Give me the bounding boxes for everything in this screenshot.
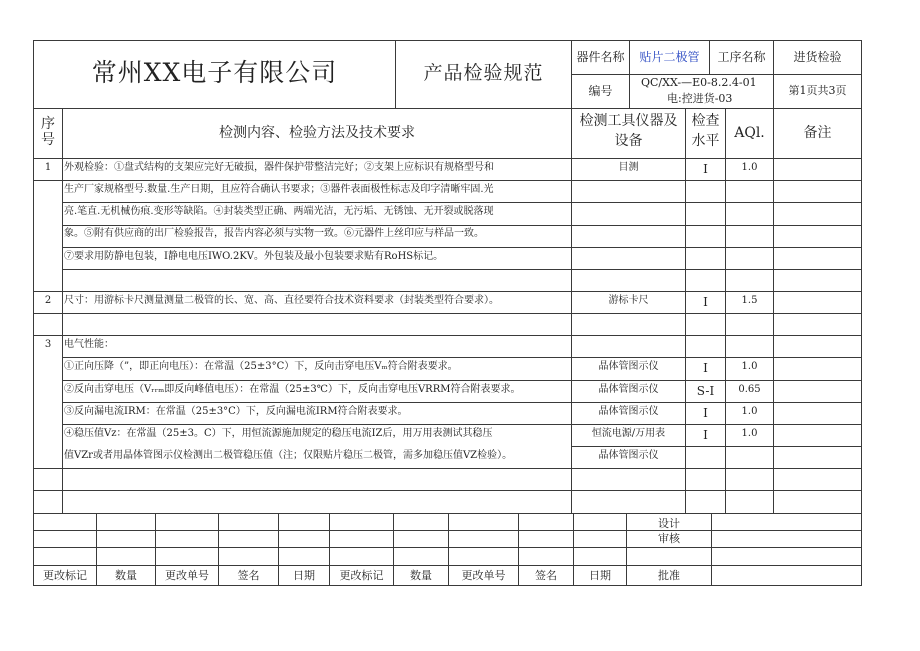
document-title: 产品检验规范 xyxy=(423,62,544,84)
row-line xyxy=(62,247,862,248)
content-header: 检测内容、检验方法及技术要求 xyxy=(219,125,415,141)
col-line xyxy=(62,108,63,513)
row-level: S-I xyxy=(696,384,715,398)
review-label: 审核 xyxy=(658,532,680,545)
row-tool: 游标卡尺 xyxy=(608,295,649,306)
footer-change-order: 更改单号 xyxy=(461,569,506,582)
row-line xyxy=(33,291,862,292)
row-line xyxy=(33,313,862,314)
row-level: I xyxy=(703,406,708,420)
footer-change-order: 更改单号 xyxy=(165,569,209,582)
row-line xyxy=(33,490,862,491)
row-tool: 晶体管图示仪 xyxy=(598,406,659,417)
design-label: 设计 xyxy=(658,517,680,530)
row-content: ①正向压降（”，即正向电压）：在常温（25±3°C）下，反向击穿电压Vₘ符合附表要求。 xyxy=(64,361,458,372)
aql-header: AQl. xyxy=(734,125,765,141)
row-seq: 1 xyxy=(44,162,52,173)
remark-header: 备注 xyxy=(803,125,832,141)
row-line xyxy=(33,180,862,181)
row-line xyxy=(62,402,862,403)
seq-header-2: 号 xyxy=(41,132,55,148)
row-aql: 1.5 xyxy=(741,295,758,306)
row-tool: 晶体管图示仪 xyxy=(598,450,659,461)
row-tool: 晶体管图示仪 xyxy=(598,361,659,372)
row-line xyxy=(62,424,862,425)
footer-signature: 签名 xyxy=(237,569,260,582)
part-name-value: 贴片二极管 xyxy=(639,50,700,64)
header-bottom-line xyxy=(33,108,862,109)
tools-header-2: 设备 xyxy=(614,133,643,149)
row-line xyxy=(62,202,862,203)
row-tool: 晶体管图示仪 xyxy=(598,384,659,395)
row-content: ②反向击穿电压（Vᵣᵣₘ即反向峰值电压）：在常温（25±3℃）下，反向击穿电压VRRM符合附表要求。 xyxy=(64,384,521,395)
row-line xyxy=(571,446,862,447)
row-line xyxy=(62,380,862,381)
row-level: I xyxy=(703,162,708,176)
row-seq: 3 xyxy=(44,339,52,350)
process-name-value: 进货检验 xyxy=(793,50,842,64)
row-content: 尺寸：用游标卡尺测量测量二极管的长、宽、高、直径要符合技术资料要求（封装类型符合要求）。 xyxy=(64,295,499,306)
row-aql: 0.65 xyxy=(738,384,761,395)
row-aql: 1.0 xyxy=(741,162,758,173)
level-header-2: 水平 xyxy=(691,133,720,149)
row-level: I xyxy=(703,361,708,375)
footer-quantity: 数量 xyxy=(410,569,432,582)
row-content: ⑦要求用防静电包装，I静电电压IWO.2KV。外包装及最小包装要求贴有RoHS标记。 xyxy=(64,251,444,262)
seq-header: 序 xyxy=(41,116,55,132)
row-content: 生产厂家规格型号.数量.生产日期，且应符合确认书要求；③器件表面极性标志及印字清晰牢固.光 xyxy=(64,184,494,195)
footer-change-mark: 更改标记 xyxy=(43,569,87,582)
row-tool: 恒流电源/万用表 xyxy=(591,428,666,439)
row-line xyxy=(62,357,862,358)
footer-quantity: 数量 xyxy=(115,569,137,582)
column-header-line xyxy=(33,158,862,159)
process-name-label: 工序名称 xyxy=(717,50,766,64)
row-level: I xyxy=(703,428,708,442)
footer-date: 日期 xyxy=(589,569,611,582)
row-content: ④稳压值Vz：在常温（25±3。C）下，用恒流源施加规定的稳压电流IZ后，用万用表测试其稳压 xyxy=(64,428,493,439)
row-content: 电气性能： xyxy=(64,339,114,350)
row-content: 象。⑤附有供应商的出厂检验报告，报告内容必须与实物一致。⑥元器件上丝印应与样品一致。 xyxy=(64,228,484,239)
row-tool: 目测 xyxy=(618,162,639,173)
company-name: 常州XX电子有限公司 xyxy=(91,58,338,87)
row-aql: 1.0 xyxy=(741,361,758,372)
row-level: I xyxy=(703,295,708,309)
code-label: 编号 xyxy=(588,84,613,98)
row-seq: 2 xyxy=(44,295,52,306)
footer-date: 日期 xyxy=(293,569,315,582)
row-line xyxy=(33,468,862,469)
row-content: 亮.笔直.无机械伤痕.变形等缺陷。④封装类型正确、两端光洁，无污垢、无锈蚀、无开裂或脱落现 xyxy=(64,206,494,217)
row-aql: 1.0 xyxy=(741,406,758,417)
row-aql: 1.0 xyxy=(741,428,758,439)
row-content: ③反向漏电流IRM：在常温（25±3°C）下，反向漏电流IRM符合附表要求。 xyxy=(64,406,408,417)
footer-change-mark: 更改标记 xyxy=(339,569,384,582)
header-row-line xyxy=(571,74,862,75)
level-header: 检查 xyxy=(691,113,720,129)
row-line xyxy=(62,225,862,226)
border-top xyxy=(33,40,862,41)
approve-label: 批准 xyxy=(658,569,680,582)
row-line xyxy=(33,335,862,336)
row-line xyxy=(62,269,862,270)
code-value: QC/XX-—E0-8.2.4-01 xyxy=(641,76,757,89)
tools-header: 检测工具仪器及 xyxy=(579,113,678,129)
col-line xyxy=(773,108,774,513)
row-content: 外观检验：①盘式结构的支架应完好无破损，器件保护带整洁完好；②支架上应标识有规格型号和 xyxy=(64,162,494,173)
code-value-2: 电:控进货-03 xyxy=(667,92,733,105)
page-info: 第1页共3页 xyxy=(788,84,847,97)
row-content: 值VZr或者用晶体管图示仪检测出二极管稳压值（注；仅限贴片稳压二极管，需多加稳压值VZ检验）。 xyxy=(64,450,513,461)
part-name-label: 器件名称 xyxy=(576,50,625,64)
footer-col-line xyxy=(711,513,712,586)
footer-signature: 签名 xyxy=(535,569,557,582)
